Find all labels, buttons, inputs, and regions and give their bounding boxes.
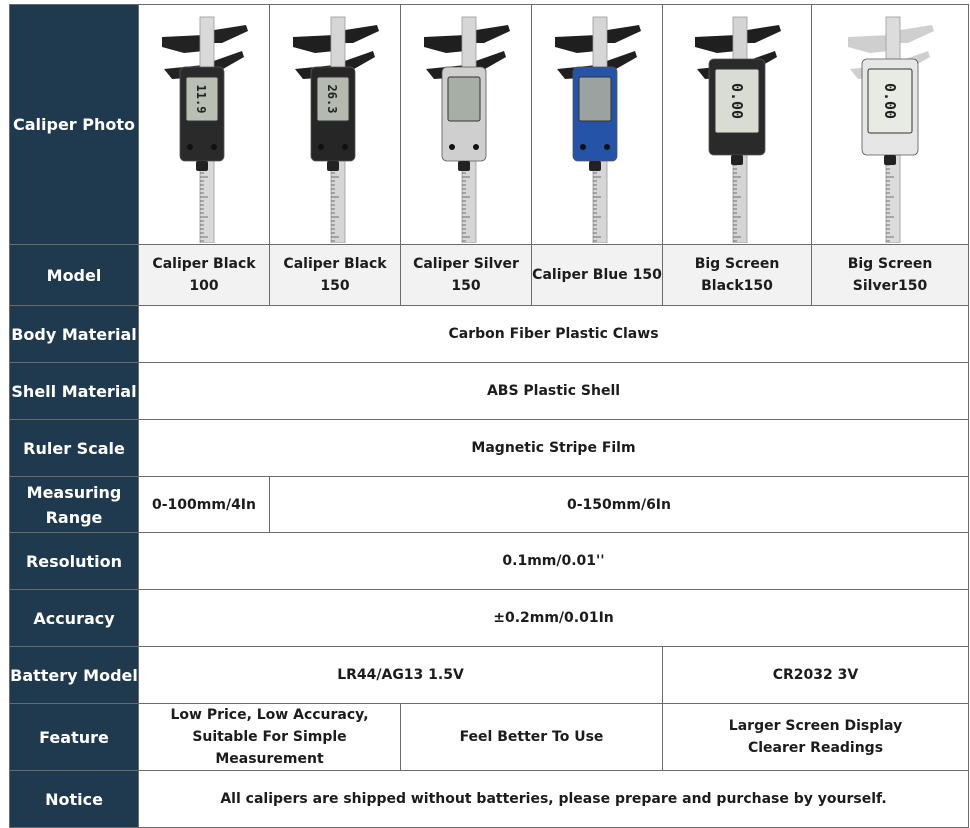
row-label-resolution: Resolution [10,533,139,590]
row-label-notice: Notice [10,771,139,828]
shell-material-row [10,363,969,420]
accuracy-row [10,590,969,647]
feature-line: Low Price, Low Accuracy, [170,707,369,723]
feature-line: Larger Screen Display [728,718,903,734]
model-cell: Caliper Black 150 [270,245,401,306]
battery-standard: LR44/AG13 1.5V [139,647,663,704]
row-label-photo: Caliper Photo [10,5,139,245]
resolution-value: 0.1mm/0.01'' [139,533,969,590]
caliper-image [275,7,395,243]
caliper-image [144,7,264,243]
svg-text:0.00: 0.00 [881,82,899,119]
caliper-photo-2 [270,5,401,245]
caliper-image [406,7,526,243]
caliper-photo-3 [401,5,532,245]
caliper-photo-5 [663,5,812,245]
caliper-image [830,7,950,243]
feature-line: Clearer Readings [747,740,884,756]
feature-better: Feel Better To Use [401,704,663,771]
feature-line: Suitable For Simple Measurement [192,729,347,767]
row-label-battery: Battery Model [10,647,139,704]
model-cell: Big Screen Black150 [663,245,812,306]
row-label-feature: Feature [10,704,139,771]
resolution-row [10,533,969,590]
row-label-accuracy: Accuracy [10,590,139,647]
feature-row [10,704,969,771]
row-label-body-material: Body Material [10,306,139,363]
battery-big-screen: CR2032 3V [663,647,969,704]
feature-big-screen [663,704,969,771]
notice-row [10,771,969,828]
model-row [10,245,969,306]
row-label-model: Model [10,245,139,306]
ruler-scale-row [10,420,969,477]
svg-text:0.00: 0.00 [728,82,746,119]
model-cell: Caliper Silver 150 [401,245,532,306]
battery-row [10,647,969,704]
row-label-shell-material: Shell Material [10,363,139,420]
caliper-comparison-table [9,4,969,828]
row-label-measuring-range [10,477,139,533]
model-cell: Caliper Black 100 [139,245,270,306]
ruler-scale-value: Magnetic Stripe Film [139,420,969,477]
caliper-image [537,7,657,243]
feature-basic [139,704,401,771]
photo-row [10,5,969,245]
accuracy-value: ±0.2mm/0.01In [139,590,969,647]
caliper-photo-6 [812,5,969,245]
model-cell: Big Screen Silver150 [812,245,969,306]
row-label-line: Range [45,507,103,527]
body-material-row [10,306,969,363]
notice-value: All calipers are shipped without batteries, please prepare and purchase by yourself. [139,771,969,828]
measuring-range-100: 0-100mm/4In [139,477,270,533]
row-label-line: Measuring [26,482,122,502]
caliper-photo-1 [139,5,270,245]
body-material-value: Carbon Fiber Plastic Claws [139,306,969,363]
measuring-range-150: 0-150mm/6In [270,477,969,533]
row-label-ruler-scale: Ruler Scale [10,420,139,477]
model-cell: Caliper Blue 150 [532,245,663,306]
shell-material-value: ABS Plastic Shell [139,363,969,420]
caliper-image [677,7,797,243]
svg-text:26.3: 26.3 [325,84,339,113]
measuring-range-row [10,477,969,533]
svg-text:11.9: 11.9 [194,84,208,113]
caliper-photo-4 [532,5,663,245]
